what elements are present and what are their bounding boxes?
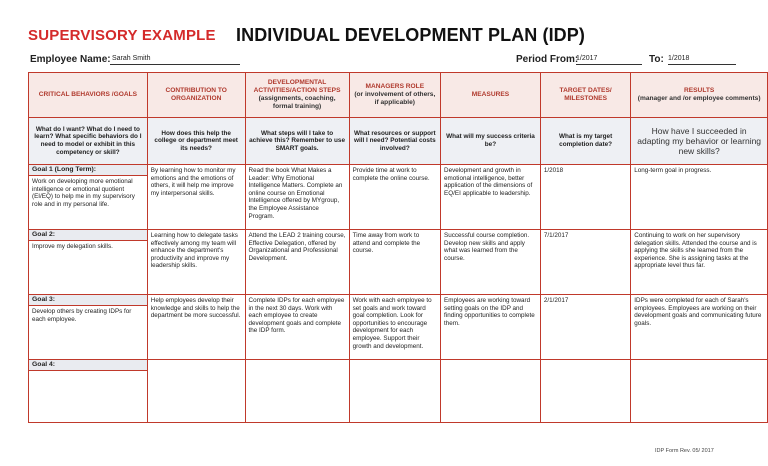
measures-cell[interactable]: Development and growth in emotional intelligence, better application of the dimensions of EQ/EI applicable to leadership. bbox=[441, 165, 541, 230]
employee-name-label: Employee Name: bbox=[30, 54, 111, 65]
activities-cell[interactable] bbox=[245, 360, 349, 423]
question-managers-role: What resources or support will I need? Potential costs involved? bbox=[349, 118, 440, 165]
question-measures: What will my success criteria be? bbox=[441, 118, 541, 165]
contribution-cell[interactable]: Learning how to delegate tasks effectively among my team will enhance the department's productivity and improve my leadership skills. bbox=[147, 230, 245, 295]
measures-cell[interactable]: Employees are working toward setting goals on the IDP and finding opportunities to complete them. bbox=[441, 295, 541, 360]
period-from-field[interactable]: 1/2017 bbox=[576, 54, 642, 65]
activities-cell[interactable]: Complete IDPs for each employee in the next 30 days. Work with each employee to create development goals and complete the IDP form. bbox=[245, 295, 349, 360]
column-header-row bbox=[29, 73, 768, 118]
target-date-cell[interactable]: 7/1/2017 bbox=[540, 230, 630, 295]
form-revision-footer: IDP Form Rev. 05/ 2017 bbox=[655, 448, 714, 454]
idp-table bbox=[28, 72, 768, 423]
goal-description bbox=[29, 371, 147, 375]
managers-role-cell[interactable]: Provide time at work to complete the online course. bbox=[349, 165, 440, 230]
activities-cell[interactable]: Attend the LEAD 2 training course, Effective Delegation, offered by Organizational and Professional Development. bbox=[245, 230, 349, 295]
column-header-measures: MEASURES bbox=[441, 73, 541, 118]
guiding-question-row bbox=[29, 118, 768, 165]
period-to-label: To: bbox=[649, 54, 664, 65]
managers-role-cell[interactable] bbox=[349, 360, 440, 423]
column-header-results: RESULTS (manager and /or employee comments) bbox=[631, 73, 768, 118]
results-cell[interactable] bbox=[631, 360, 768, 423]
table-row bbox=[29, 360, 768, 423]
question-goals: What do I want? What do I need to learn? What specific behaviors do I need to model or exhibit in this competency or skill? bbox=[29, 118, 148, 165]
question-activities: What steps will I take to achieve this? Remember to use SMART goals. bbox=[245, 118, 349, 165]
measures-cell[interactable]: Successful course completion. Develop new skills and apply what was learned from the course. bbox=[441, 230, 541, 295]
contribution-cell[interactable] bbox=[147, 360, 245, 423]
goal-description: Work on developing more emotional intelligence or emotional quotient (EI/EQ) to help me in my supervisory role and in my personal life. bbox=[32, 178, 135, 208]
column-header-target-dates: TARGET DATES/ MILESTONES bbox=[540, 73, 630, 118]
contribution-cell[interactable]: Help employees develop their knowledge and skills to help the department be more successful. bbox=[147, 295, 245, 360]
goal-cell[interactable] bbox=[29, 165, 148, 230]
table-row bbox=[29, 295, 768, 360]
goal-description: Improve my delegation skills. bbox=[32, 243, 113, 250]
supervisory-example-label: SUPERVISORY EXAMPLE bbox=[28, 27, 216, 44]
question-target-dates: What is my target completion date? bbox=[540, 118, 630, 165]
goal-cell[interactable] bbox=[29, 295, 148, 360]
period-to-field[interactable]: 1/2018 bbox=[668, 54, 736, 65]
results-cell[interactable]: IDPs were completed for each of Sarah's employees. Employees are working on their development goals and communicating future goals. bbox=[631, 295, 768, 360]
column-header-managers-role: MANAGERS ROLE (or involvement of others, if applicable) bbox=[349, 73, 440, 118]
results-cell[interactable]: Continuing to work on her supervisory delegation skills. Attended the course and is applying the skills she learned from the experience. She is assigning tasks at the appropriate level thus far. bbox=[631, 230, 768, 295]
goal-cell[interactable] bbox=[29, 360, 148, 423]
results-cell[interactable]: Long-term goal in progress. bbox=[631, 165, 768, 230]
question-contribution: How does this help the college or department meet its needs? bbox=[147, 118, 245, 165]
table-row bbox=[29, 230, 768, 295]
target-date-cell[interactable]: 1/2018 bbox=[540, 165, 630, 230]
period-from-label: Period From: bbox=[516, 54, 579, 65]
managers-role-cell[interactable]: Work with each employee to set goals and work toward goal completion. Look for opportunities to encourage development for each employee. Support their growth and development. bbox=[349, 295, 440, 360]
question-results: How have I succeeded in adapting my behavior or learning new skills? bbox=[631, 118, 768, 165]
employee-name-field[interactable]: Sarah Smith bbox=[110, 54, 240, 65]
target-date-cell[interactable]: 2/1/2017 bbox=[540, 295, 630, 360]
target-date-cell[interactable] bbox=[540, 360, 630, 423]
goal-label: Goal 4: bbox=[29, 360, 147, 371]
measures-cell[interactable] bbox=[441, 360, 541, 423]
table-row bbox=[29, 165, 768, 230]
goal-description: Develop others by creating IDPs for each employee. bbox=[32, 308, 132, 323]
managers-role-cell[interactable]: Time away from work to attend and complete the course. bbox=[349, 230, 440, 295]
goal-label: Goal 3: bbox=[29, 295, 147, 306]
contribution-cell[interactable]: By learning how to monitor my emotions and the emotions of others, it will help me improve my interpersonal skills. bbox=[147, 165, 245, 230]
column-header-goals: CRITICAL BEHAVIORS /GOALS bbox=[29, 73, 148, 118]
activities-cell[interactable]: Read the book What Makes a Leader: Why Emotional Intelligence Matters. Complete an online course on Emotional Intelligence offered by MYgroup, the Employee Assistance Program. bbox=[245, 165, 349, 230]
goal-label: Goal 1 (Long Term): bbox=[29, 165, 147, 176]
column-header-activities: DEVELOPMENTAL ACTIVITIES/ACTION STEPS (assignments, coaching, formal training) bbox=[245, 73, 349, 118]
goal-cell[interactable] bbox=[29, 230, 148, 295]
column-header-contribution: CONTRIBUTION TO ORGANIZATION bbox=[147, 73, 245, 118]
page-title: INDIVIDUAL DEVELOPMENT PLAN (IDP) bbox=[236, 25, 585, 45]
goal-label: Goal 2: bbox=[29, 230, 147, 241]
